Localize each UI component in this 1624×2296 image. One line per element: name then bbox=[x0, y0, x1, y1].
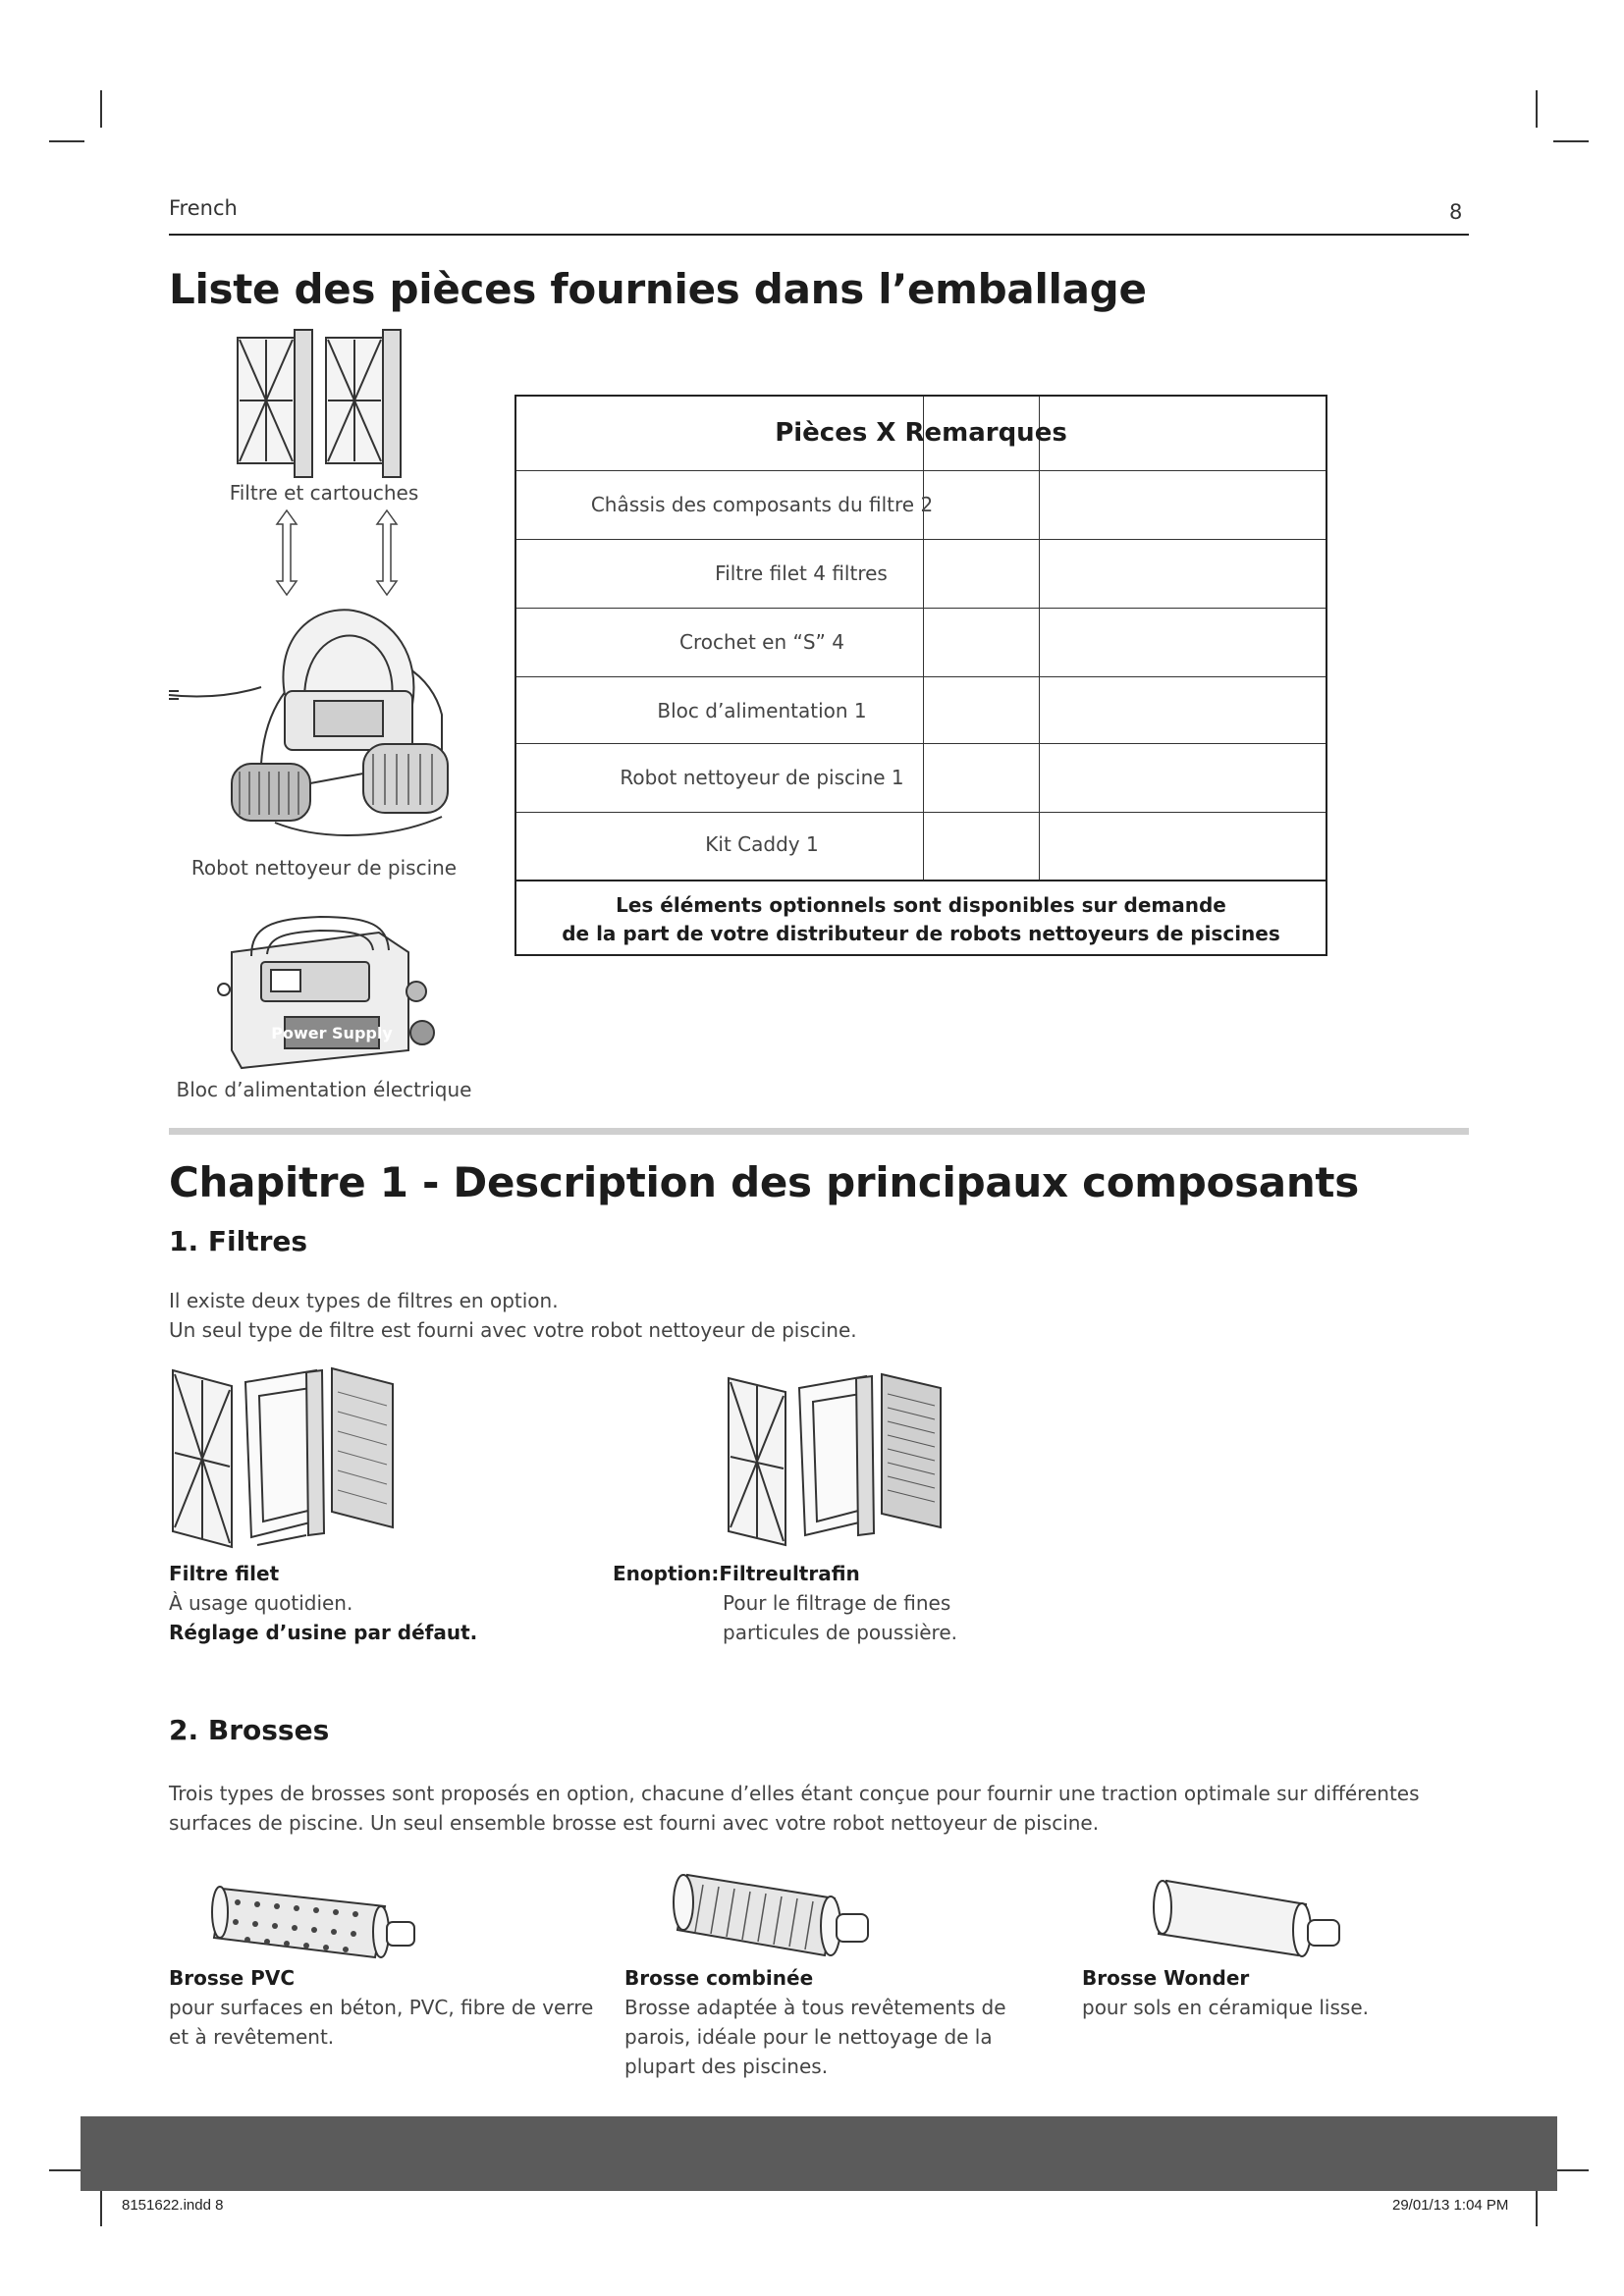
table-cell: Robot nettoyeur de piscine 1 bbox=[620, 766, 904, 789]
wonder-brush-title: Brosse Wonder bbox=[1082, 1966, 1250, 1990]
net-filter-line1: À usage quotidien. bbox=[169, 1591, 353, 1615]
chapter-title: Chapitre 1 - Description des principaux composants bbox=[169, 1158, 1359, 1206]
net-filter-title: Filtre filet bbox=[169, 1562, 280, 1585]
robot-cleaner-image bbox=[167, 597, 461, 852]
table-row bbox=[516, 609, 1326, 677]
filters-intro-line2: Un seul type de filtre est fourni avec votre robot nettoyeur de piscine. bbox=[169, 1318, 857, 1342]
table-cell: Crochet en “S” 4 bbox=[679, 630, 844, 654]
table-row bbox=[516, 744, 1326, 813]
table-header: Pièces X Remarques bbox=[775, 418, 1067, 448]
packing-list-title: Liste des pièces fournies dans l’emballage bbox=[169, 265, 1147, 313]
pvc-brush-line2: et à revêtement. bbox=[169, 2025, 335, 2049]
wonder-brush-line1: pour sols en céramique lisse. bbox=[1082, 1996, 1369, 2019]
print-slug-file: 8151622.indd 8 bbox=[122, 2197, 224, 2214]
header-rule bbox=[169, 234, 1469, 236]
ultrafine-filter-title: Enoption:Filtreultrafin bbox=[613, 1562, 860, 1585]
crop-mark bbox=[1553, 140, 1589, 142]
crop-mark bbox=[49, 140, 84, 142]
table-row bbox=[516, 540, 1326, 609]
pvc-brush-title: Brosse PVC bbox=[169, 1966, 295, 1990]
table-footer-line2: de la part de votre distributeur de robots nettoyeurs de piscines bbox=[562, 922, 1280, 945]
table-cell: Kit Caddy 1 bbox=[705, 832, 819, 856]
table-row bbox=[516, 813, 1326, 881]
combined-brush-line2: parois, idéale pour le nettoyage de la bbox=[624, 2025, 993, 2049]
filter-cartridges-image bbox=[232, 324, 418, 491]
print-slug-datetime: 29/01/13 1:04 PM bbox=[1392, 2197, 1509, 2214]
brushes-heading: 2. Brosses bbox=[169, 1714, 330, 1746]
net-filter-line2: Réglage d’usine par défaut. bbox=[169, 1621, 478, 1644]
page-number: 8 bbox=[1449, 200, 1463, 224]
table-row bbox=[516, 677, 1326, 744]
crop-mark bbox=[100, 2191, 102, 2226]
power-supply-image bbox=[212, 913, 438, 1070]
combined-brush-line1: Brosse adaptée à tous revêtements de bbox=[624, 1996, 1006, 2019]
filters-heading: 1. Filtres bbox=[169, 1225, 308, 1257]
ultrafine-filter-line2: particules de poussière. bbox=[723, 1621, 957, 1644]
crop-mark bbox=[1553, 2169, 1589, 2171]
footer-band bbox=[81, 2116, 1557, 2191]
table-header-row bbox=[516, 397, 1326, 471]
parts-table bbox=[514, 395, 1327, 956]
table-cell: Bloc d’alimentation 1 bbox=[657, 699, 867, 722]
crop-mark bbox=[100, 90, 102, 128]
table-row bbox=[516, 471, 1326, 540]
combined-brush-title: Brosse combinée bbox=[624, 1966, 814, 1990]
crop-mark bbox=[49, 2169, 84, 2171]
power-supply-label: Power Supply bbox=[271, 1024, 393, 1042]
crop-mark bbox=[1536, 90, 1538, 128]
table-footer-line1: Les éléments optionnels sont disponibles sur demande bbox=[616, 893, 1226, 917]
net-filter-image bbox=[169, 1362, 405, 1559]
header-language: French bbox=[169, 196, 238, 220]
wonder-brush-image bbox=[1147, 1873, 1353, 1963]
combined-brush-line3: plupart des piscines. bbox=[624, 2055, 829, 2078]
section-separator bbox=[169, 1128, 1469, 1135]
brushes-intro-line1: Trois types de brosses sont proposés en option, chacune d’elles étant conçue pour fournir une traction optimale sur différentes bbox=[169, 1782, 1420, 1805]
ultrafine-filter-line1: Pour le filtrage de fines bbox=[723, 1591, 951, 1615]
filter-caption: Filtre et cartouches bbox=[229, 481, 419, 505]
brushes-intro-line2: surfaces de piscine. Un seul ensemble brosse est fourni avec votre robot nettoyeur de piscine. bbox=[169, 1811, 1100, 1835]
table-cell: Châssis des composants du filtre 2 bbox=[590, 493, 934, 516]
power-supply-caption: Bloc d’alimentation électrique bbox=[176, 1078, 472, 1101]
table-cell: Filtre filet 4 filtres bbox=[715, 561, 888, 585]
robot-caption: Robot nettoyeur de piscine bbox=[190, 856, 458, 880]
combined-brush-image bbox=[668, 1865, 884, 1963]
pvc-brush-line1: pour surfaces en béton, PVC, fibre de verre bbox=[169, 1996, 594, 2019]
ultrafine-filter-image bbox=[725, 1370, 950, 1557]
crop-mark bbox=[1536, 2191, 1538, 2226]
double-arrow-icon bbox=[275, 508, 298, 597]
double-arrow-icon bbox=[375, 508, 399, 597]
pvc-brush-image bbox=[208, 1873, 424, 1961]
filters-intro-line1: Il existe deux types de filtres en option. bbox=[169, 1289, 559, 1312]
